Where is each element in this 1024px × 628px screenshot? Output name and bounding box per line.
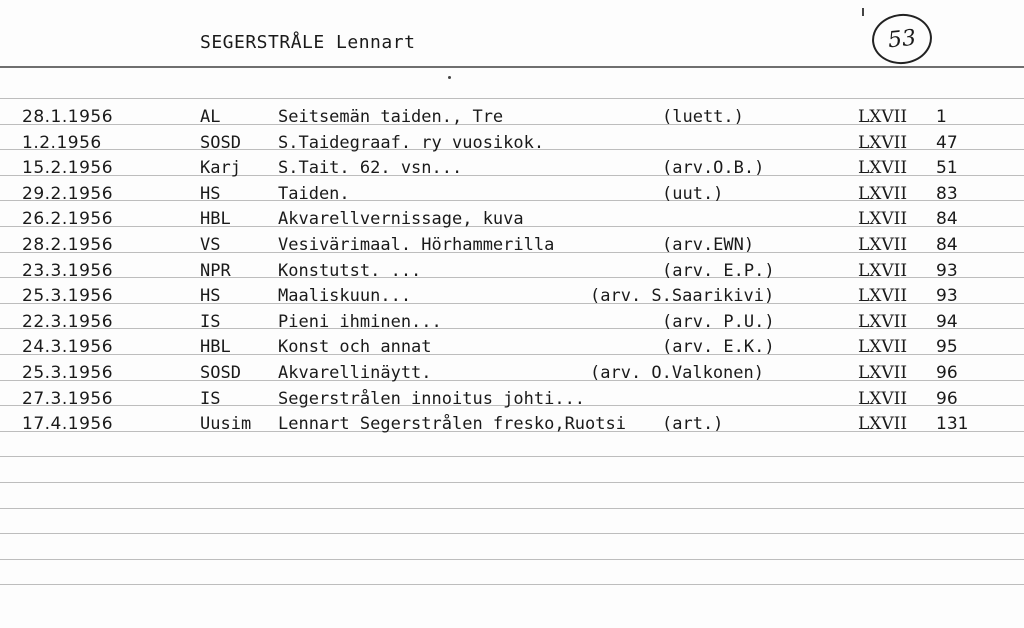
entry-date: 26.2.1956 bbox=[22, 209, 114, 229]
card-number: 53 bbox=[886, 25, 918, 53]
entry-page: 1 bbox=[936, 107, 947, 127]
ruled-line bbox=[0, 456, 1024, 457]
header-rule bbox=[0, 66, 1024, 68]
entry-date: 29.2.1956 bbox=[22, 184, 114, 204]
entry-paper: IS bbox=[200, 389, 221, 409]
entry-title: Konst och annat bbox=[278, 337, 432, 357]
entry-date: 23.3.1956 bbox=[22, 261, 114, 281]
card-heading: SEGERSTRÅLE Lennart bbox=[200, 32, 416, 53]
list-item bbox=[0, 386, 1024, 412]
list-item bbox=[0, 104, 1024, 130]
entry-title: Segerstrålen innoitus johti... bbox=[278, 389, 586, 409]
list-item bbox=[0, 411, 1024, 437]
entry-page: 96 bbox=[936, 389, 958, 409]
entry-page: 96 bbox=[936, 363, 958, 383]
entry-ref: LXVII bbox=[858, 312, 908, 332]
entry-title: Lennart Segerstrålen fresko,Ruotsi bbox=[278, 414, 626, 434]
ruled-line bbox=[0, 584, 1024, 585]
entry-ref: LXVII bbox=[858, 337, 908, 357]
ruled-line bbox=[0, 533, 1024, 534]
entry-paper: AL bbox=[200, 107, 221, 127]
entry-paper: HS bbox=[200, 286, 221, 306]
entry-ref: LXVII bbox=[858, 133, 908, 153]
list-item bbox=[0, 334, 1024, 360]
entry-ref: LXVII bbox=[858, 261, 908, 281]
entry-date: 17.4.1956 bbox=[22, 414, 114, 434]
entry-page: 47 bbox=[936, 133, 958, 153]
entry-paper: Uusim bbox=[200, 414, 252, 434]
entry-title: Maaliskuun... bbox=[278, 286, 412, 306]
entry-note: (arv. E.P.) bbox=[662, 261, 775, 281]
entry-page: 131 bbox=[936, 414, 969, 434]
entry-page: 84 bbox=[936, 235, 958, 255]
list-item bbox=[0, 309, 1024, 335]
entry-page: 84 bbox=[936, 209, 958, 229]
entry-page: 95 bbox=[936, 337, 958, 357]
list-item bbox=[0, 130, 1024, 156]
list-item bbox=[0, 155, 1024, 181]
ink-dot bbox=[448, 76, 451, 79]
entry-ref: LXVII bbox=[858, 363, 908, 383]
entry-paper: HS bbox=[200, 184, 221, 204]
list-item bbox=[0, 360, 1024, 386]
entry-note: (arv.O.B.) bbox=[662, 158, 765, 178]
entry-date: 24.3.1956 bbox=[22, 337, 114, 357]
entry-title: Akvarellvernissage, kuva bbox=[278, 209, 524, 229]
entry-page: 94 bbox=[936, 312, 958, 332]
ruled-line bbox=[0, 559, 1024, 560]
entry-paper: VS bbox=[200, 235, 221, 255]
entry-note: (art.) bbox=[662, 414, 724, 434]
list-item bbox=[0, 258, 1024, 284]
ruled-line bbox=[0, 482, 1024, 483]
entry-page: 51 bbox=[936, 158, 958, 178]
entry-ref: LXVII bbox=[858, 286, 908, 306]
entry-date: 28.1.1956 bbox=[22, 107, 114, 127]
entry-ref: LXVII bbox=[858, 107, 908, 127]
entry-title: Pieni ihminen... bbox=[278, 312, 442, 332]
entry-paper: SOSD bbox=[200, 133, 241, 153]
entry-title: Vesivärimaal. Hörhammerilla bbox=[278, 235, 555, 255]
entry-title: Taiden. bbox=[278, 184, 350, 204]
entry-page: 83 bbox=[936, 184, 958, 204]
entry-note: (arv. P.U.) bbox=[662, 312, 775, 332]
entry-date: 27.3.1956 bbox=[22, 389, 114, 409]
entry-note: (arv. O.Valkonen) bbox=[590, 363, 764, 383]
ruled-line bbox=[0, 98, 1024, 99]
entry-paper: NPR bbox=[200, 261, 231, 281]
entry-date: 25.3.1956 bbox=[22, 286, 114, 306]
entry-note: (luett.) bbox=[662, 107, 744, 127]
card-number-circle bbox=[870, 11, 935, 67]
entry-title: S.Tait. 62. vsn... bbox=[278, 158, 463, 178]
entry-date: 25.3.1956 bbox=[22, 363, 114, 383]
entry-ref: LXVII bbox=[858, 184, 908, 204]
entry-date: 15.2.1956 bbox=[22, 158, 114, 178]
entry-ref: LXVII bbox=[858, 158, 908, 178]
entry-title: Akvarellinäytt. bbox=[278, 363, 432, 383]
list-item bbox=[0, 206, 1024, 232]
entry-title: Seitsemän taiden., Tre bbox=[278, 107, 504, 127]
list-item bbox=[0, 181, 1024, 207]
entry-date: 28.2.1956 bbox=[22, 235, 114, 255]
entry-page: 93 bbox=[936, 261, 958, 281]
entry-date: 22.3.1956 bbox=[22, 312, 114, 332]
entry-note: (uut.) bbox=[662, 184, 724, 204]
entry-title: S.Taidegraaf. ry vuosikok. bbox=[278, 133, 545, 153]
list-item bbox=[0, 232, 1024, 258]
entry-ref: LXVII bbox=[858, 389, 908, 409]
entry-ref: LXVII bbox=[858, 235, 908, 255]
entry-paper: HBL bbox=[200, 337, 231, 357]
pencil-mark bbox=[862, 8, 864, 16]
entry-ref: LXVII bbox=[858, 209, 908, 229]
entry-paper: Karj bbox=[200, 158, 241, 178]
entry-page: 93 bbox=[936, 286, 958, 306]
entry-paper: SOSD bbox=[200, 363, 241, 383]
ruled-line bbox=[0, 508, 1024, 509]
list-item bbox=[0, 283, 1024, 309]
entry-paper: IS bbox=[200, 312, 221, 332]
entry-note: (arv. E.K.) bbox=[662, 337, 775, 357]
entry-ref: LXVII bbox=[858, 414, 908, 434]
entry-date: 1.2.1956 bbox=[22, 133, 102, 153]
entry-paper: HBL bbox=[200, 209, 231, 229]
entry-note: (arv.EWN) bbox=[662, 235, 755, 255]
entry-note: (arv. S.Saarikivi) bbox=[590, 286, 775, 306]
entry-title: Konstutst. ... bbox=[278, 261, 422, 281]
